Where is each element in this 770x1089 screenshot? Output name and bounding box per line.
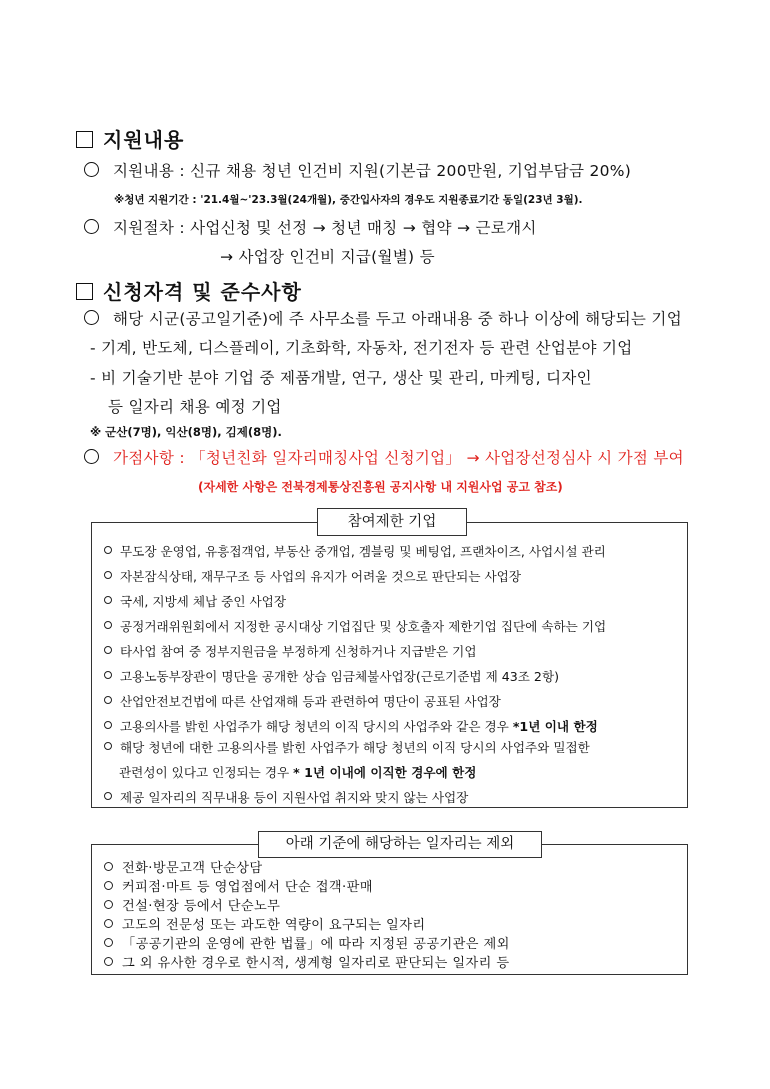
list-item — [104, 933, 510, 952]
circle-bullet-icon — [104, 696, 112, 704]
list-item — [104, 541, 606, 560]
section-title: 지원내용 — [103, 128, 185, 152]
list-item — [104, 914, 425, 933]
list-item — [104, 566, 521, 585]
item-text: 산업안전보건법에 따른 산업재해 등과 관련하여 명단이 공표된 사업장 — [120, 694, 501, 709]
item-text: 건설·현장 등에서 단순노무 — [122, 899, 281, 914]
list-item — [104, 737, 590, 756]
item-text: 해당 청년에 대한 고용의사를 밝힌 사업주가 해당 청년의 이직 당시의 사업주와 밀접한 — [120, 740, 590, 755]
circle-bullet-icon — [84, 219, 99, 234]
section-title: 신청자격 및 준수사항 — [103, 280, 302, 304]
circle-bullet-icon — [104, 571, 112, 579]
circle-bullet-icon — [104, 881, 113, 890]
support-content-item — [84, 159, 631, 181]
item-text: 국세, 지방세 체납 중인 사업장 — [120, 594, 287, 609]
circle-bullet-icon — [84, 310, 99, 325]
list-item — [104, 895, 280, 914]
item-text: 「공공기관의 운영에 관한 법률」에 따라 지정된 공공기관은 제외 — [122, 937, 510, 952]
circle-bullet-icon — [104, 646, 112, 654]
circle-bullet-icon — [104, 938, 113, 947]
eligibility-dash-item: - 기계, 반도체, 디스플레이, 기초화학, 자동차, 전기전자 등 관련 산업분야 기업 — [90, 339, 633, 357]
item-text: 그 외 유사한 경우로 한시적, 생계형 일자리로 판단되는 일자리 등 — [122, 956, 510, 971]
eligibility-dash-continued: 등 일자리 채용 예정 기업 — [108, 398, 282, 416]
list-item — [104, 666, 559, 685]
support-procedure-continued: → 사업장 인건비 지급(월별) 등 — [220, 248, 435, 266]
support-procedure-item — [84, 216, 537, 238]
circle-bullet-icon — [104, 919, 113, 928]
list-item — [104, 616, 606, 635]
section-heading-support — [76, 124, 184, 153]
item-text: 고용의사를 밝힌 사업주가 해당 청년의 이직 당시의 사업주와 같은 경우 — [120, 719, 513, 734]
box-title: 아래 기준에 해당하는 일자리는 제외 — [258, 831, 542, 858]
item-text: 무도장 운영업, 유흥접객업, 부동산 중개업, 겜블링 및 베팅업, 프랜차이즈, 사업시설 관리 — [120, 544, 606, 559]
list-item — [104, 876, 373, 895]
list-item — [104, 716, 598, 735]
bonus-points-item — [84, 446, 684, 468]
circle-bullet-icon — [104, 596, 112, 604]
box-title: 참여제한 기업 — [317, 508, 467, 536]
section-heading-eligibility — [76, 276, 302, 305]
circle-bullet-icon — [104, 742, 112, 750]
circle-bullet-icon — [84, 449, 99, 464]
list-item — [104, 857, 263, 876]
circle-bullet-icon — [84, 162, 99, 177]
regional-quota-note: ※ 군산(7명), 익산(8명), 김제(8명). — [90, 425, 282, 439]
circle-bullet-icon — [104, 862, 113, 871]
item-text: 타사업 참여 중 정부지원금을 부정하게 신청하거나 지급받은 기업 — [120, 644, 477, 659]
list-item — [104, 641, 477, 660]
list-item-continued — [119, 762, 476, 781]
eligibility-item — [84, 307, 682, 329]
item-text: 가점사항 : 「청년친화 일자리매칭사업 신청기업」 → 사업장선정심사 시 가점 부여 — [113, 449, 684, 467]
circle-bullet-icon — [104, 721, 112, 729]
item-text: 관련성이 있다고 인정되는 경우 — [119, 765, 294, 780]
item-text: 전화·방문고객 단순상담 — [122, 861, 263, 876]
item-text: 커피점·마트 등 영업점에서 단순 접객·판매 — [122, 880, 373, 895]
item-text: 고용노동부장관이 명단을 공개한 상습 임금체불사업장(근로기준법 제 43조 2항) — [120, 669, 560, 684]
list-item — [104, 591, 286, 610]
item-text: 자본잠식상태, 재무구조 등 사업의 유지가 어려울 것으로 판단되는 사업장 — [120, 569, 521, 584]
support-period-note: ※청년 지원기간 : '21.4월~'23.3월(24개월), 중간입사자의 경우도 지원종료기간 동일(23년 3월). — [114, 194, 583, 206]
circle-bullet-icon — [104, 671, 112, 679]
item-text: 제공 일자리의 직무내용 등이 지원사업 취지와 맞지 않는 사업장 — [120, 790, 469, 805]
list-item — [104, 691, 501, 710]
item-text: 지원내용 : 신규 채용 청년 인건비 지원(기본급 200만원, 기업부담금 20%) — [113, 162, 632, 180]
bonus-reference-note: (자세한 사항은 전북경제통상진흥원 공지사항 내 지원사업 공고 참조) — [198, 480, 563, 494]
item-text: 고도의 전문성 또는 과도한 역량이 요구되는 일자리 — [122, 918, 426, 933]
checkbox-square-icon — [76, 283, 93, 300]
circle-bullet-icon — [104, 900, 113, 909]
list-item — [104, 787, 468, 806]
item-emphasis: * 1년 이내에 이직한 경우에 한정 — [293, 765, 477, 780]
checkbox-square-icon — [76, 131, 93, 148]
item-emphasis: *1년 이내 한정 — [512, 719, 598, 734]
item-text: 지원절차 : 사업신청 및 선정 → 청년 매칭 → 협약 → 근로개시 — [113, 219, 537, 237]
circle-bullet-icon — [104, 957, 113, 966]
circle-bullet-icon — [104, 546, 112, 554]
list-item — [104, 952, 510, 971]
circle-bullet-icon — [104, 792, 112, 800]
circle-bullet-icon — [104, 621, 112, 629]
item-text: 공정거래위원회에서 지정한 공시대상 기업집단 및 상호출자 제한기업 집단에 속하는 기업 — [120, 619, 607, 634]
item-text: 해당 시군(공고일기준)에 주 사무소를 두고 아래내용 중 하나 이상에 해당되는 기업 — [113, 310, 682, 328]
eligibility-dash-item: - 비 기술기반 분야 기업 중 제품개발, 연구, 생산 및 관리, 마케팅, 디자인 — [90, 369, 592, 387]
